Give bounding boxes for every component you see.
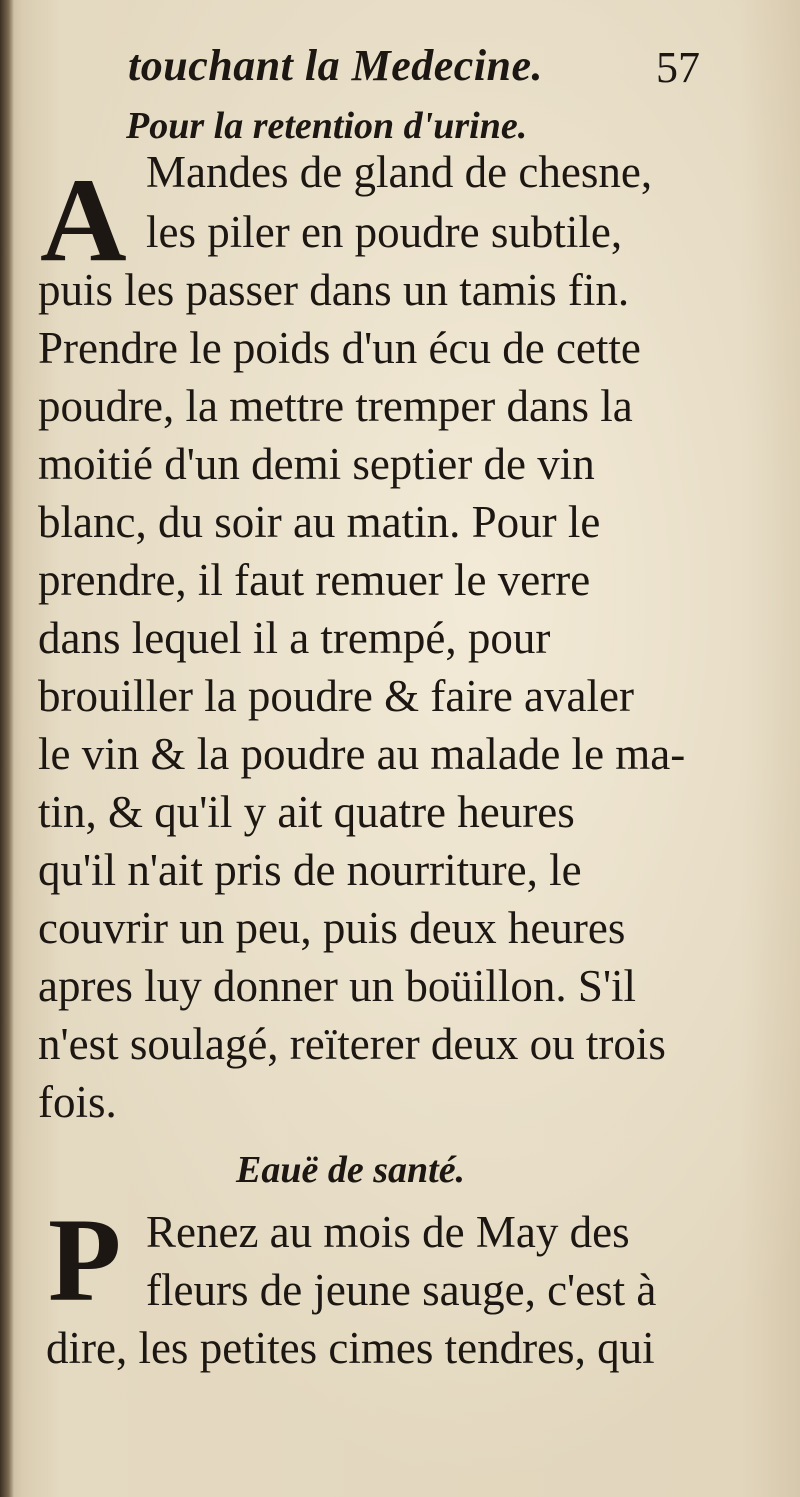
text-line: moitié d'un demi septier de vin: [38, 439, 595, 489]
page-number: 57: [656, 43, 700, 92]
text-line: fois.: [38, 1077, 117, 1127]
text-line: les piler en poudre subtile,: [146, 207, 623, 257]
text-line: blanc, du soir au matin. Pour le: [38, 497, 601, 547]
drop-cap: P: [48, 1193, 122, 1326]
text-line: brouiller la poudre & faire avaler: [38, 671, 634, 721]
section-heading: Eauë de santé.: [236, 1149, 466, 1191]
text-line: dans lequel il a trempé, pour: [38, 613, 551, 663]
text-line: Renez au mois de May des: [146, 1207, 630, 1257]
text-line: Mandes de gland de chesne,: [146, 147, 653, 197]
text-line: couvrir un peu, puis deux heures: [38, 903, 626, 953]
drop-cap: A: [40, 153, 127, 286]
text-line: Prendre le poids d'un écu de cette: [38, 323, 641, 373]
text-line: dire, les petites cimes tendres, qui: [46, 1323, 655, 1373]
text-line: poudre, la mettre tremper dans la: [38, 381, 633, 431]
section-heading: Pour la retention d'urine.: [126, 105, 528, 147]
text-line: fleurs de jeune sauge, c'est à: [146, 1265, 657, 1315]
page-header: [128, 40, 728, 100]
text-line: puis les passer dans un tamis fin.: [38, 265, 630, 315]
page-binding-edge: [0, 0, 14, 1497]
running-title: touchant la Medecine.: [128, 41, 544, 90]
text-line: tin, & qu'il y ait quatre heures: [38, 787, 575, 837]
text-line: prendre, il faut remuer le verre: [38, 555, 591, 605]
text-line: le vin & la poudre au malade le ma-: [38, 729, 686, 779]
text-line: qu'il n'ait pris de nourriture, le: [38, 845, 582, 895]
text-line: apres luy donner un boüillon. S'il: [38, 961, 637, 1011]
text-line: n'est soulagé, reïterer deux ou trois: [38, 1019, 666, 1069]
